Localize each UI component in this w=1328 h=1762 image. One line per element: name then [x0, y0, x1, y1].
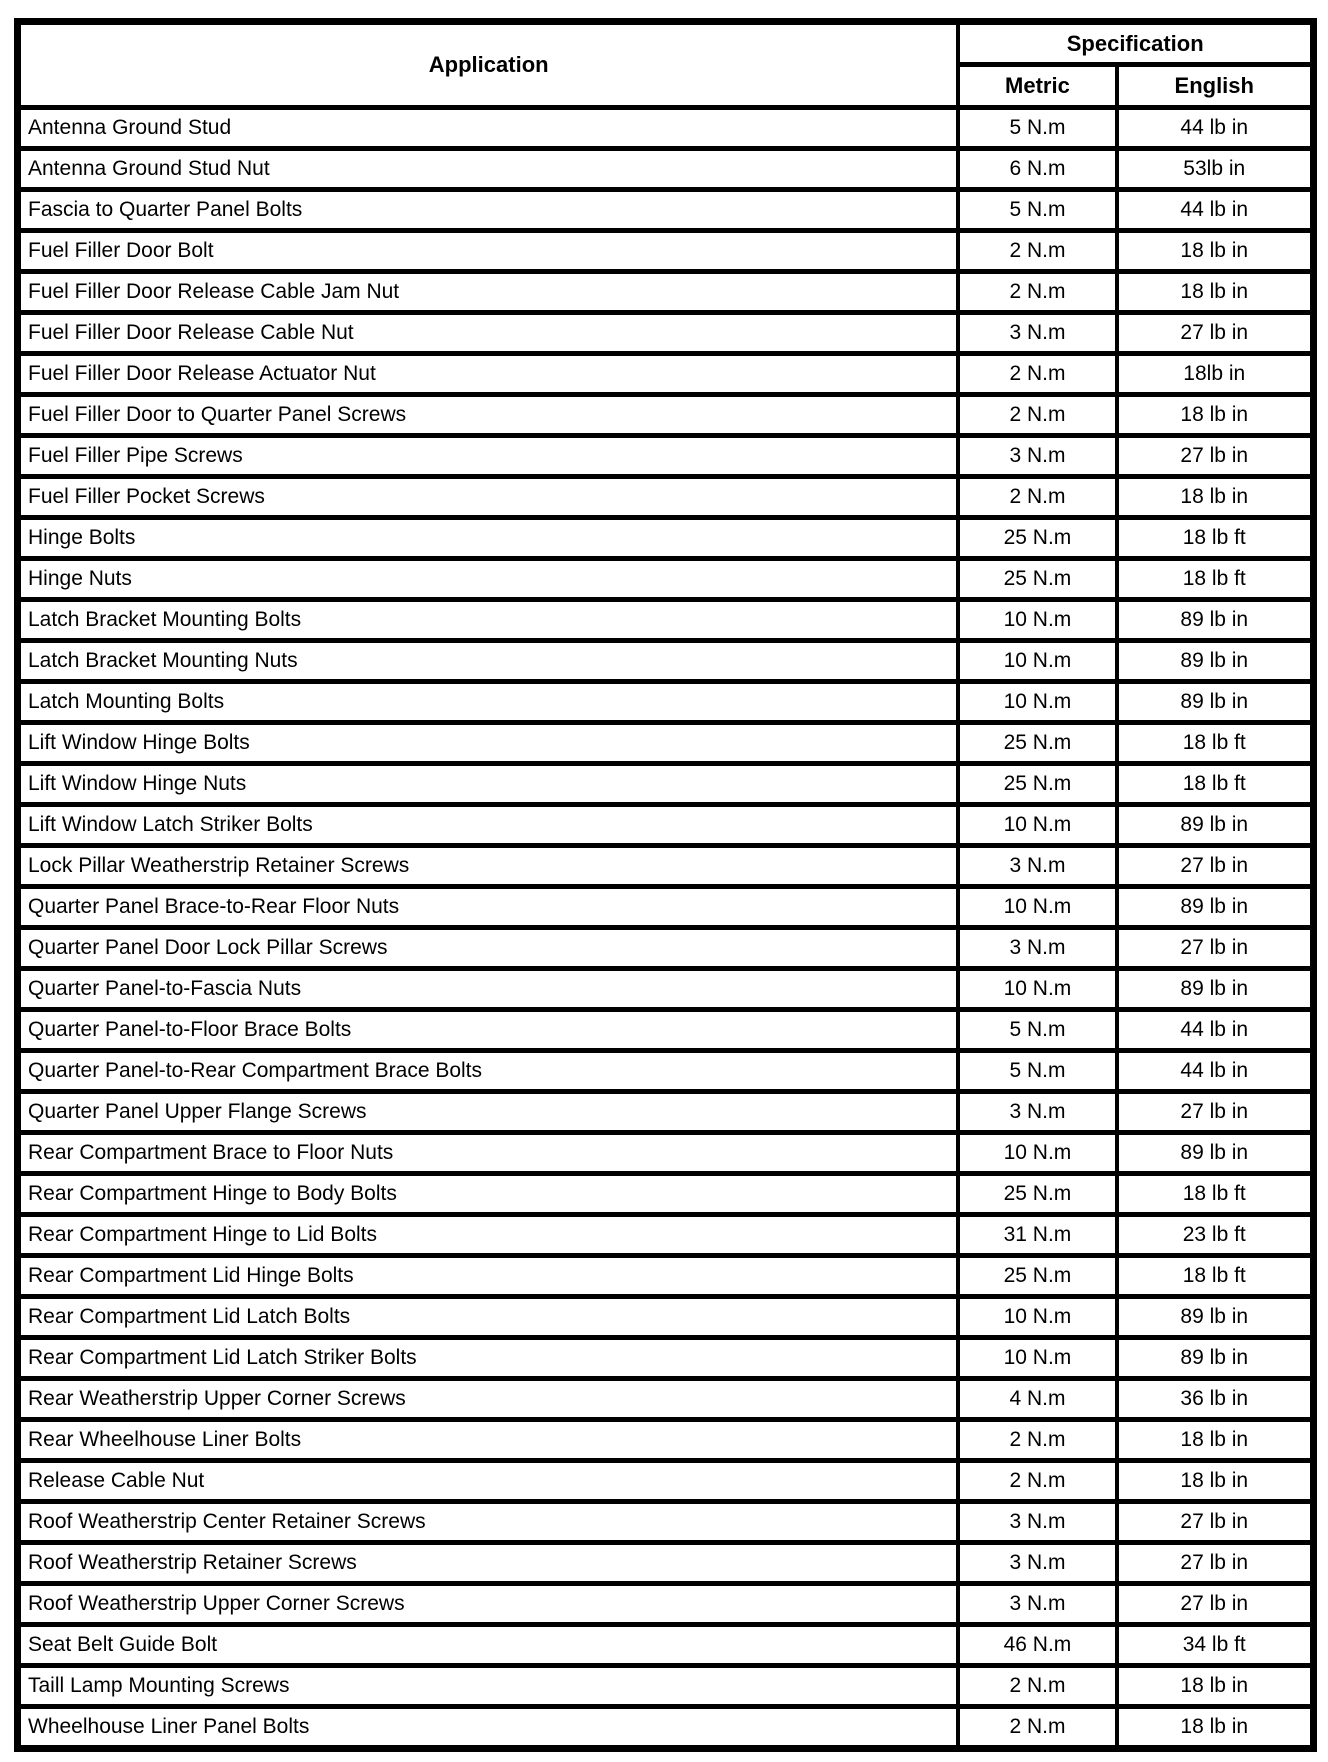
english-value-cell: 89 lb in — [1117, 1338, 1314, 1379]
metric-value-cell: 3 N.m — [958, 313, 1116, 354]
english-value-cell: 27 lb in — [1117, 313, 1314, 354]
table-row — [18, 600, 1314, 641]
english-value-cell: 18 lb in — [1117, 1666, 1314, 1707]
english-value-cell: 89 lb in — [1117, 641, 1314, 682]
english-value-cell: 44 lb in — [1117, 1010, 1314, 1051]
english-value-cell: 18 lb in — [1117, 1707, 1314, 1749]
metric-value-cell: 2 N.m — [958, 231, 1116, 272]
table-row — [18, 1461, 1314, 1502]
metric-value-cell: 2 N.m — [958, 354, 1116, 395]
application-cell: Latch Bracket Mounting Nuts — [18, 641, 959, 682]
metric-value-cell: 2 N.m — [958, 1666, 1116, 1707]
metric-value-cell: 10 N.m — [958, 1297, 1116, 1338]
application-cell: Rear Compartment Lid Latch Bolts — [18, 1297, 959, 1338]
table-row — [18, 108, 1314, 149]
english-value-cell: 18 lb in — [1117, 1461, 1314, 1502]
application-cell: Fuel Filler Pipe Screws — [18, 436, 959, 477]
application-cell: Fuel Filler Door to Quarter Panel Screws — [18, 395, 959, 436]
application-cell: Quarter Panel-to-Rear Compartment Brace Bolts — [18, 1051, 959, 1092]
table-row — [18, 395, 1314, 436]
application-cell: Fuel Filler Door Release Actuator Nut — [18, 354, 959, 395]
application-cell: Lift Window Hinge Nuts — [18, 764, 959, 805]
metric-value-cell: 31 N.m — [958, 1215, 1116, 1256]
metric-value-cell: 25 N.m — [958, 764, 1116, 805]
english-value-cell: 53lb in — [1117, 149, 1314, 190]
metric-value-cell: 3 N.m — [958, 1584, 1116, 1625]
table-row — [18, 1502, 1314, 1543]
metric-value-cell: 10 N.m — [958, 1338, 1116, 1379]
application-cell: Quarter Panel-to-Fascia Nuts — [18, 969, 959, 1010]
metric-value-cell: 10 N.m — [958, 682, 1116, 723]
table-row — [18, 1584, 1314, 1625]
table-row — [18, 518, 1314, 559]
english-value-cell: 18 lb ft — [1117, 559, 1314, 600]
table-row — [18, 1010, 1314, 1051]
table-row — [18, 1379, 1314, 1420]
metric-value-cell: 5 N.m — [958, 1010, 1116, 1051]
english-value-cell: 89 lb in — [1117, 805, 1314, 846]
english-value-cell: 18 lb ft — [1117, 1174, 1314, 1215]
table-row — [18, 1092, 1314, 1133]
english-value-cell: 23 lb ft — [1117, 1215, 1314, 1256]
english-value-cell: 89 lb in — [1117, 887, 1314, 928]
metric-value-cell: 10 N.m — [958, 805, 1116, 846]
application-cell: Fuel Filler Pocket Screws — [18, 477, 959, 518]
application-cell: Lock Pillar Weatherstrip Retainer Screws — [18, 846, 959, 887]
english-value-cell: 18lb in — [1117, 354, 1314, 395]
english-value-cell: 44 lb in — [1117, 1051, 1314, 1092]
english-value-cell: 89 lb in — [1117, 600, 1314, 641]
english-value-cell: 27 lb in — [1117, 1584, 1314, 1625]
application-cell: Quarter Panel Brace-to-Rear Floor Nuts — [18, 887, 959, 928]
table-row — [18, 928, 1314, 969]
table-row — [18, 969, 1314, 1010]
english-value-cell: 89 lb in — [1117, 1297, 1314, 1338]
metric-value-cell: 25 N.m — [958, 559, 1116, 600]
application-cell: Antenna Ground Stud — [18, 108, 959, 149]
table-row — [18, 1297, 1314, 1338]
metric-value-cell: 25 N.m — [958, 518, 1116, 559]
table-row — [18, 887, 1314, 928]
application-cell: Rear Compartment Lid Latch Striker Bolts — [18, 1338, 959, 1379]
english-value-cell: 18 lb ft — [1117, 764, 1314, 805]
column-header-application: Application — [18, 22, 959, 108]
english-value-cell: 27 lb in — [1117, 846, 1314, 887]
application-cell: Fuel Filler Door Release Cable Jam Nut — [18, 272, 959, 313]
application-cell: Taill Lamp Mounting Screws — [18, 1666, 959, 1707]
application-cell: Fascia to Quarter Panel Bolts — [18, 190, 959, 231]
metric-value-cell: 25 N.m — [958, 723, 1116, 764]
english-value-cell: 44 lb in — [1117, 190, 1314, 231]
application-cell: Seat Belt Guide Bolt — [18, 1625, 959, 1666]
table-row — [18, 764, 1314, 805]
table-row — [18, 1625, 1314, 1666]
application-cell: Quarter Panel Upper Flange Screws — [18, 1092, 959, 1133]
application-cell: Lift Window Latch Striker Bolts — [18, 805, 959, 846]
metric-value-cell: 4 N.m — [958, 1379, 1116, 1420]
table-row — [18, 354, 1314, 395]
table-row — [18, 1051, 1314, 1092]
application-cell: Rear Wheelhouse Liner Bolts — [18, 1420, 959, 1461]
english-value-cell: 36 lb in — [1117, 1379, 1314, 1420]
metric-value-cell: 10 N.m — [958, 600, 1116, 641]
metric-value-cell: 3 N.m — [958, 1092, 1116, 1133]
english-value-cell: 18 lb in — [1117, 231, 1314, 272]
english-value-cell: 18 lb in — [1117, 1420, 1314, 1461]
english-value-cell: 27 lb in — [1117, 1092, 1314, 1133]
table-row — [18, 1338, 1314, 1379]
table-row — [18, 682, 1314, 723]
metric-value-cell: 5 N.m — [958, 190, 1116, 231]
table-row — [18, 1133, 1314, 1174]
table-row — [18, 190, 1314, 231]
metric-value-cell: 5 N.m — [958, 108, 1116, 149]
metric-value-cell: 3 N.m — [958, 1543, 1116, 1584]
application-cell: Rear Compartment Brace to Floor Nuts — [18, 1133, 959, 1174]
metric-value-cell: 3 N.m — [958, 846, 1116, 887]
application-cell: Hinge Bolts — [18, 518, 959, 559]
english-value-cell: 27 lb in — [1117, 1543, 1314, 1584]
application-cell: Latch Bracket Mounting Bolts — [18, 600, 959, 641]
metric-value-cell: 10 N.m — [958, 641, 1116, 682]
table-row — [18, 641, 1314, 682]
application-cell: Rear Compartment Hinge to Lid Bolts — [18, 1215, 959, 1256]
application-cell: Roof Weatherstrip Retainer Screws — [18, 1543, 959, 1584]
english-value-cell: 89 lb in — [1117, 969, 1314, 1010]
metric-value-cell: 25 N.m — [958, 1256, 1116, 1297]
table-header — [18, 22, 1314, 108]
application-cell: Fuel Filler Door Bolt — [18, 231, 959, 272]
english-value-cell: 44 lb in — [1117, 108, 1314, 149]
application-cell: Latch Mounting Bolts — [18, 682, 959, 723]
english-value-cell: 18 lb ft — [1117, 518, 1314, 559]
table-body — [18, 108, 1314, 1749]
metric-value-cell: 2 N.m — [958, 1707, 1116, 1749]
english-value-cell: 18 lb in — [1117, 395, 1314, 436]
english-value-cell: 27 lb in — [1117, 436, 1314, 477]
application-cell: Hinge Nuts — [18, 559, 959, 600]
table-row — [18, 1174, 1314, 1215]
metric-value-cell: 10 N.m — [958, 969, 1116, 1010]
table-row — [18, 1666, 1314, 1707]
application-cell: Release Cable Nut — [18, 1461, 959, 1502]
english-value-cell: 18 lb in — [1117, 477, 1314, 518]
table-row — [18, 149, 1314, 190]
table-row — [18, 1543, 1314, 1584]
metric-value-cell: 2 N.m — [958, 1461, 1116, 1502]
application-cell: Roof Weatherstrip Center Retainer Screws — [18, 1502, 959, 1543]
metric-value-cell: 2 N.m — [958, 1420, 1116, 1461]
table-row — [18, 231, 1314, 272]
metric-value-cell: 5 N.m — [958, 1051, 1116, 1092]
english-value-cell: 27 lb in — [1117, 928, 1314, 969]
metric-value-cell: 25 N.m — [958, 1174, 1116, 1215]
column-header-metric: Metric — [958, 65, 1116, 108]
application-cell: Rear Weatherstrip Upper Corner Screws — [18, 1379, 959, 1420]
table-row — [18, 436, 1314, 477]
table-row — [18, 313, 1314, 354]
application-cell: Wheelhouse Liner Panel Bolts — [18, 1707, 959, 1749]
table-row — [18, 805, 1314, 846]
metric-value-cell: 3 N.m — [958, 928, 1116, 969]
english-value-cell: 18 lb ft — [1117, 723, 1314, 764]
column-header-specification: Specification — [958, 22, 1313, 65]
application-cell: Roof Weatherstrip Upper Corner Screws — [18, 1584, 959, 1625]
table-row — [18, 1420, 1314, 1461]
english-value-cell: 18 lb in — [1117, 272, 1314, 313]
table-row — [18, 1707, 1314, 1749]
application-cell: Fuel Filler Door Release Cable Nut — [18, 313, 959, 354]
metric-value-cell: 2 N.m — [958, 395, 1116, 436]
english-value-cell: 89 lb in — [1117, 1133, 1314, 1174]
table-row — [18, 559, 1314, 600]
metric-value-cell: 2 N.m — [958, 477, 1116, 518]
metric-value-cell: 10 N.m — [958, 887, 1116, 928]
metric-value-cell: 6 N.m — [958, 149, 1116, 190]
application-cell: Quarter Panel-to-Floor Brace Bolts — [18, 1010, 959, 1051]
english-value-cell: 18 lb ft — [1117, 1256, 1314, 1297]
metric-value-cell: 46 N.m — [958, 1625, 1116, 1666]
english-value-cell: 89 lb in — [1117, 682, 1314, 723]
table-row — [18, 1215, 1314, 1256]
application-cell: Rear Compartment Lid Hinge Bolts — [18, 1256, 959, 1297]
metric-value-cell: 3 N.m — [958, 436, 1116, 477]
english-value-cell: 34 lb ft — [1117, 1625, 1314, 1666]
application-cell: Rear Compartment Hinge to Body Bolts — [18, 1174, 959, 1215]
fastener-specification-table — [14, 18, 1317, 1752]
table-row — [18, 272, 1314, 313]
metric-value-cell: 3 N.m — [958, 1502, 1116, 1543]
table-row — [18, 1256, 1314, 1297]
column-header-english: English — [1117, 65, 1314, 108]
english-value-cell: 27 lb in — [1117, 1502, 1314, 1543]
metric-value-cell: 10 N.m — [958, 1133, 1116, 1174]
application-cell: Lift Window Hinge Bolts — [18, 723, 959, 764]
application-cell: Quarter Panel Door Lock Pillar Screws — [18, 928, 959, 969]
table-row — [18, 477, 1314, 518]
application-cell: Antenna Ground Stud Nut — [18, 149, 959, 190]
table-row — [18, 846, 1314, 887]
table-row — [18, 723, 1314, 764]
metric-value-cell: 2 N.m — [958, 272, 1116, 313]
